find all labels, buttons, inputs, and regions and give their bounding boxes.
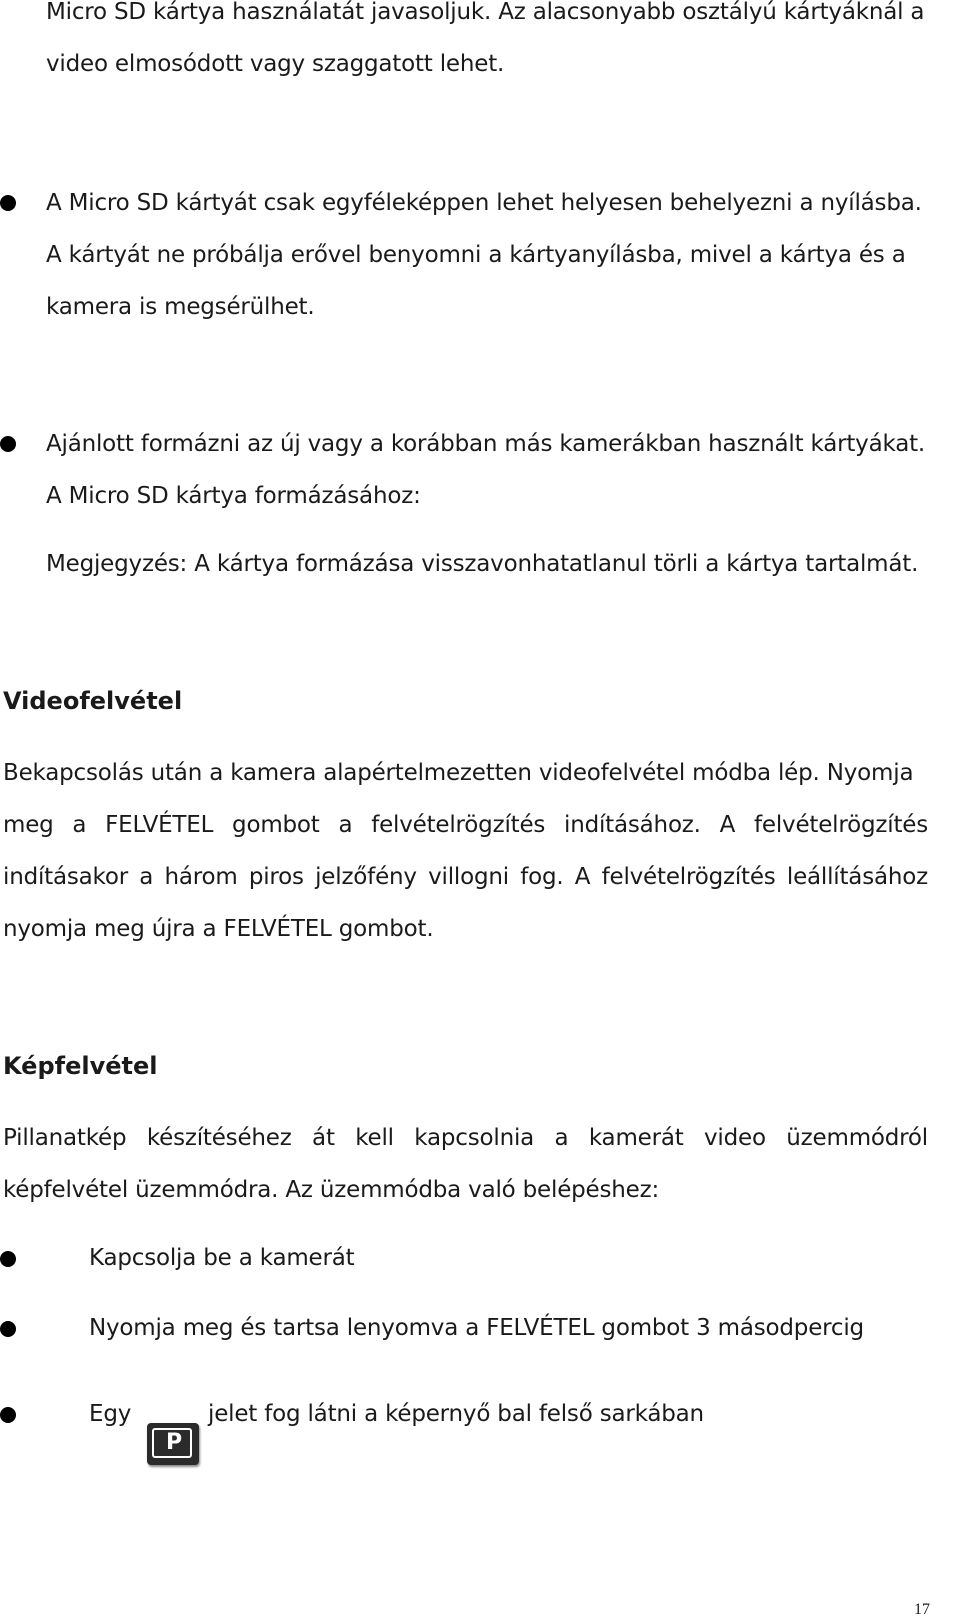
bullet-2-line-2: A Micro SD kártya formázásához: [46,483,421,509]
page-number: 17 [914,1601,930,1618]
video-paragraph-line-2: meg a FELVÉTEL gombot a felvételrögzítés indításához. A felvételrögzítés [3,812,928,838]
bullet-1-line-2: A kártyát ne próbálja erővel benyomni a kártyanyílásba, mivel a kártya és a [46,242,906,268]
bullet-icon [0,1407,16,1423]
intro-line-2: video elmosódott vagy szaggatott lehet. [46,51,505,77]
bullet-icon [0,195,16,211]
video-line-1-text: Bekapcsolás után a kamera alapértelmezetten videofelvétel módba lép. Nyomja [3,760,914,786]
section-heading-photo: Képfelvétel [3,1052,158,1080]
bullet-2-note: Megjegyzés: A kártya formázása visszavonhatatlanul törli a kártya tartalmát. [46,551,919,577]
photo-mode-p-icon [147,1423,199,1465]
bullet-icon [0,1251,16,1267]
video-paragraph-line-1 [3,758,928,788]
photo-step-3-after: jelet fog látni a képernyő bal felső sarkában [208,1401,704,1427]
bullet-icon [0,436,16,452]
bullet-1-line-1: A Micro SD kártyát csak egyféleképpen lehet helyesen behelyezni a nyílásba. [46,190,922,216]
photo-paragraph-line-1: Pillanatkép készítéséhez át kell kapcsolnia a kamerát video üzemmódról [3,1125,928,1151]
photo-step-2: Nyomja meg és tartsa lenyomva a FELVÉTEL gombot 3 másodpercig [89,1315,864,1341]
photo-step-3-before: Egy [89,1401,132,1427]
bullet-1-line-3: kamera is megsérülhet. [46,294,315,320]
section-heading-video: Videofelvétel [3,687,183,715]
photo-step-1: Kapcsolja be a kamerát [89,1245,355,1271]
intro-line-1: Micro SD kártya használatát javasoljuk. Az alacsonyabb osztályú kártyáknál a [46,0,925,25]
video-paragraph-line-3: indításakor a három piros jelzőfény villogni fog. A felvételrögzítés leállításához [3,864,928,890]
bullet-icon [0,1321,16,1337]
photo-paragraph-line-2: képfelvétel üzemmódra. Az üzemmódba való belépéshez: [3,1177,660,1203]
bullet-2-line-1: Ajánlott formázni az új vagy a korábban más kamerákban használt kártyákat. [46,431,926,457]
photo-mode-letter: P [165,1430,183,1455]
video-paragraph-line-4: nyomja meg újra a FELVÉTEL gombot. [3,916,434,942]
